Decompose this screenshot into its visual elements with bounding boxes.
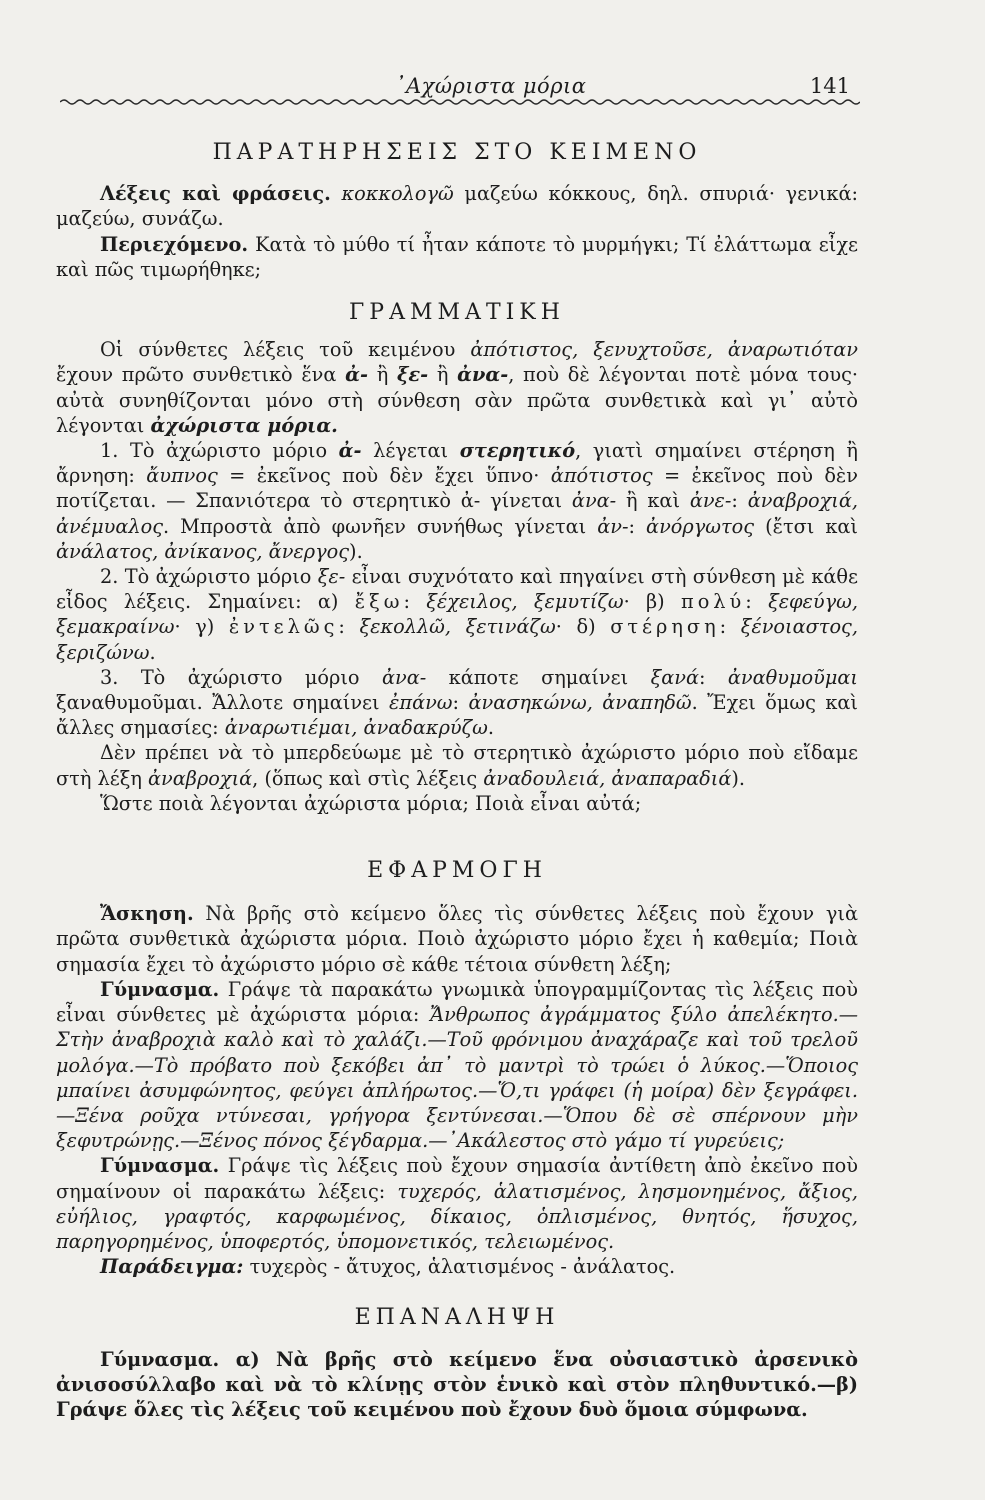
text-span: : [731,489,748,513]
practice-text: Γράψε τὰ παρακάτω γνωμικὰ ὑπογραμμίζοντας τὶς λέξεις ποὺ εἶναι σύνθετες μὲ ἀχώριστα μόρια: [56,977,858,1027]
example-words: ἀναρωτιέμαι, ἀναδακρύζω [224,716,488,740]
revision-text: α) Νὰ βρῆς στὸ κείμενο ἕνα οὐσιαστικὸ ἀρσενικὸ ἀνισοσύλλαβο καὶ νὰ τὸ κλίνῃς στὸν ἑνικὸ καὶ στὸν πληθυντικό.—β) Γράψε ὅλες τὶς λέξεις τοῦ κειμένου ποὺ ἔχουν δυὸ ὅμοια σύμφωνα. [56,1347,858,1421]
text-span: · β) [623,590,682,614]
term-privative: στερητικό [459,439,576,463]
text-span: , (ὅπως καὶ στὶς λέξεις [252,766,484,790]
text-span: 1. Τὸ ἀχώριστο μόριο [100,439,339,463]
example-words: ἀναδουλειά, ἀναπαραδιά [483,766,732,790]
prefix-xe: ξε- [317,565,346,589]
text-span: · γ) [174,615,229,639]
text-span: ξαναθυμοῦμαι. Ἄλλοτε σημαίνει [56,691,390,715]
practice-label: Γύμνασμα. [100,1347,220,1371]
example-words: ἀναβροχιά, ἀνέμυαλος [56,489,858,538]
running-title: ᾿Αχώριστα μόρια [395,74,587,98]
grammar-note [56,740,858,790]
text-span: . Ἔχει ὅμως καὶ ἄλλες σημασίες: [56,691,858,740]
exercise-paragraph [56,901,858,977]
practice-1-paragraph [56,977,858,1153]
revision-heading: ΕΠΑΝΑΛΗΨΗ [354,1305,560,1331]
text-span: : [452,691,469,715]
meaning-label: ἐντελῶς [228,615,339,639]
practice-2-paragraph [56,1153,858,1254]
content-label: Περιεχόμενο. [100,232,249,256]
content-paragraph [56,232,858,282]
grammar-heading: ΓΡΑΜΜΑΤΙΚΗ [349,300,565,326]
words-and-phrases-paragraph [56,181,858,231]
example-words: ἀνασηκώνω, ἀναπηδῶ [468,691,692,715]
text-span: . [487,716,494,740]
text-span: : [403,590,427,614]
text-span: εἶναι συχνότατο καὶ πηγαίνει στὴ σύνθεση μὲ κάθε εἶδος λέξεις. Σημαίνει: α) [56,565,858,614]
example-paragraph [56,1254,858,1279]
page-body [56,122,858,1422]
meaning-word: ἐπάνω [389,691,453,715]
text-span: (ἔτσι καὶ [754,514,858,538]
example-words: ξένοιαστος, ξεριζώνω [56,615,858,664]
revision-paragraph [56,1347,858,1423]
example-words: ξεκολλῶ, ξετινάζω [359,615,556,639]
text-span: : [338,615,360,639]
exercise-text: Νὰ βρῆς στὸ κείμενο ὅλες τὶς σύνθετες λέξεις ποὺ ἔχουν γιὰ πρῶτα συνθετικὰ ἀχώριστα μόρια. Ποιὸ ἀχώριστο μόριο ἔχει ἡ καθεμία; Ποιὰ σημασία ἔχει τὸ ἀχώριστο μόριο σὲ κάθε τέτοια σύνθετη λέξη; [56,902,858,976]
practice-label: Γύμνασμα. [100,1154,220,1178]
example-words: ἀπότιστος, ξενυχτοῦσε, ἀναρωτιόταν [470,338,858,362]
text-span: 2. Τὸ ἀχώριστο μόριο [100,565,318,589]
example-words: ξεφεύγω, ξεμακραίνω [56,590,858,639]
practice-text: Γράψε τὶς λέξεις ποὺ ἔχουν σημασία ἀντίθετη ἀπὸ ἐκεῖνο ποὺ σημαίνουν οἱ παρακάτω λέξεις: [56,1154,858,1203]
text-span: . [149,640,156,664]
grammar-question: Ὥστε ποιὰ λέγονται ἀχώριστα μόρια; Ποιὰ εἶναι αὐτά; [100,791,642,815]
grammar-rule-3 [56,665,858,741]
meaning-label: ἔξω [354,590,404,614]
words-text: μαζεύω κόκκους, δηλ. σπυριά· γενικά: μαζεύω, συνάζω. [56,182,858,231]
text-span: 3. Τὸ ἀχώριστο μόριο [100,665,382,689]
example-words: ξέχειλος, ξεμυτίζω [426,590,624,614]
practice-label: Γύμνασμα. [100,977,220,1001]
text-span: , γιατὶ σημαίνει στέρηση ἢ ἄρνηση: [56,439,858,488]
wavy-rule [60,96,860,108]
meaning-label: στέρηση [610,615,720,639]
text-span: κάποτε σημαίνει [426,665,651,689]
text-span: : [745,590,769,614]
prefix-xe: ξε- [396,363,429,387]
example-word: ἀναβροχιά [148,766,253,790]
text-span: : [698,665,728,689]
text-span: . Μπροστὰ ἀπὸ φωνῆεν συνήθως γίνεται [163,514,598,538]
observations-heading: ΠΑΡΑΤΗΡΗΣΕΙΣ ΣΤΟ ΚΕΙΜΕΝΟ [212,140,702,165]
text-span: Οἱ σύνθετες λέξεις τοῦ κειμένου [100,338,471,362]
prefix-a: ἀ- [345,363,368,387]
exercise-label: Ἄσκηση. [100,902,194,926]
example-word: ἀπότιστος [550,464,653,488]
words-term: κοκκολογῶ [341,182,454,206]
prefix-ana: ἀνα- [457,363,509,387]
text-span: ἢ καὶ [616,489,690,513]
text-span: : [628,514,647,538]
text-span: = ἐκεῖνος ποὺ δὲν ἔχει ὕπνο· [217,464,551,488]
text-span: : [719,615,741,639]
meaning-word: ξανά [650,665,699,689]
page-header [60,66,860,106]
example-text: τυχερὸς - ἄτυχος, ἁλατισμένος - ἀνάλατος. [243,1255,676,1279]
text-span: Δὲν πρέπει νὰ τὸ μπερδεύωμε μὲ τὸ στερητικὸ ἀχώριστο μόριο ποὺ εἴδαμε στὴ λέξη [56,741,858,790]
text-span: ). [731,766,746,790]
words-label: Λέξεις καὶ φράσεις. [100,182,331,206]
application-heading: ΕΦΑΡΜΟΓΗ [367,858,547,884]
text-span: , ποὺ δὲ λέγονται ποτὲ μόνα τους· αὐτὰ συνηθίζονται μόνο στὴ σύνθεση σὰν πρῶτα συνθετικὰ καὶ γι᾿ αὐτὸ λέγονται [56,363,859,437]
prefix: ἀν- [597,514,629,538]
grammar-rule-1 [56,438,858,564]
term-inseparable-particles: ἀχώριστα μόρια. [150,413,338,437]
word-list: τυχερός, ἁλατισμένος, λησμονημένος, ἄξιος, εὐήλιος, γραφτός, καρφωμένος, δίκαιος, ὁπλισμένος, θνητός, ἥσυχος, παρηγορημένος, ὑποφερτός, ὑπομονετικός, τελειωμένος. [56,1179,858,1253]
text-span: ἢ [367,363,397,387]
page-number: 141 [809,74,850,98]
text-span: λέγεται [361,439,460,463]
meaning-label: πολύ [681,590,746,614]
prefix-ana: ἀνα- [381,665,427,689]
grammar-intro-paragraph [56,337,858,438]
text-span: · δ) [555,615,611,639]
example-word: ἄυπνος [146,464,218,488]
example-word: ἀναθυμοῦμαι [727,665,858,689]
text-span: ). [349,539,363,563]
example-words: ἀνάλατος, ἀνίκανος, ἄνεργος [56,539,350,563]
text-span: ἢ [428,363,458,387]
text-span: ἔχουν πρῶτο συνθετικὸ ἕνα [56,363,346,387]
prefix-a: ἀ- [338,439,362,463]
content-text: Κατὰ τὸ μύθο τί ἦταν κάποτε τὸ μυρμήγκι; Τί ἐλάττωμα εἶχε καὶ πῶς τιμωρήθηκε; [56,232,858,281]
example-word: ἀνόργωτος [646,514,755,538]
example-label: Παράδειγμα: [100,1255,244,1279]
proverbs: Ἄνθρωπος ἀγράμματος ξύλο ἀπελέκητο.— Στὴν ἀναβροχιὰ καλὸ καὶ τὸ χαλάζι.—Τοῦ φρόνιμου ἀναχάραζε καὶ τοῦ τρελοῦ μολόγα.—Τὸ πρόβατο ποὺ ξεκόβει ἀπ᾿ τὸ μαντρὶ τὸ τρώει ὁ λύκος.—Ὅποιος μπαίνει ἀσυμφώνητος, φεύγει ἀπλήρωτος.—Ὅ,τι γράφει (ἡ μοίρα) δὲν ξεγράφει.—Ξένα ροῦχα ντύνεσαι, γρήγορα ξεντύνεσαι.—Ὅπου δὲ σὲ σπέρνουν μὴν ξεφυτρώνῃς.—Ξένος πόνος ξέγδαρμα.—᾿Ακάλεστος στὸ γάμο τί γυρεύεις; [56,1003,858,1153]
text-span: = ἐκεῖνος ποὺ δὲν ποτίζεται. — Σπανιότερα τὸ στερητικὸ ἀ- γίνεται [56,464,858,513]
prefix: ἀνα- [571,489,617,513]
prefix: ἀνε- [689,489,732,513]
grammar-rule-2 [56,564,858,665]
